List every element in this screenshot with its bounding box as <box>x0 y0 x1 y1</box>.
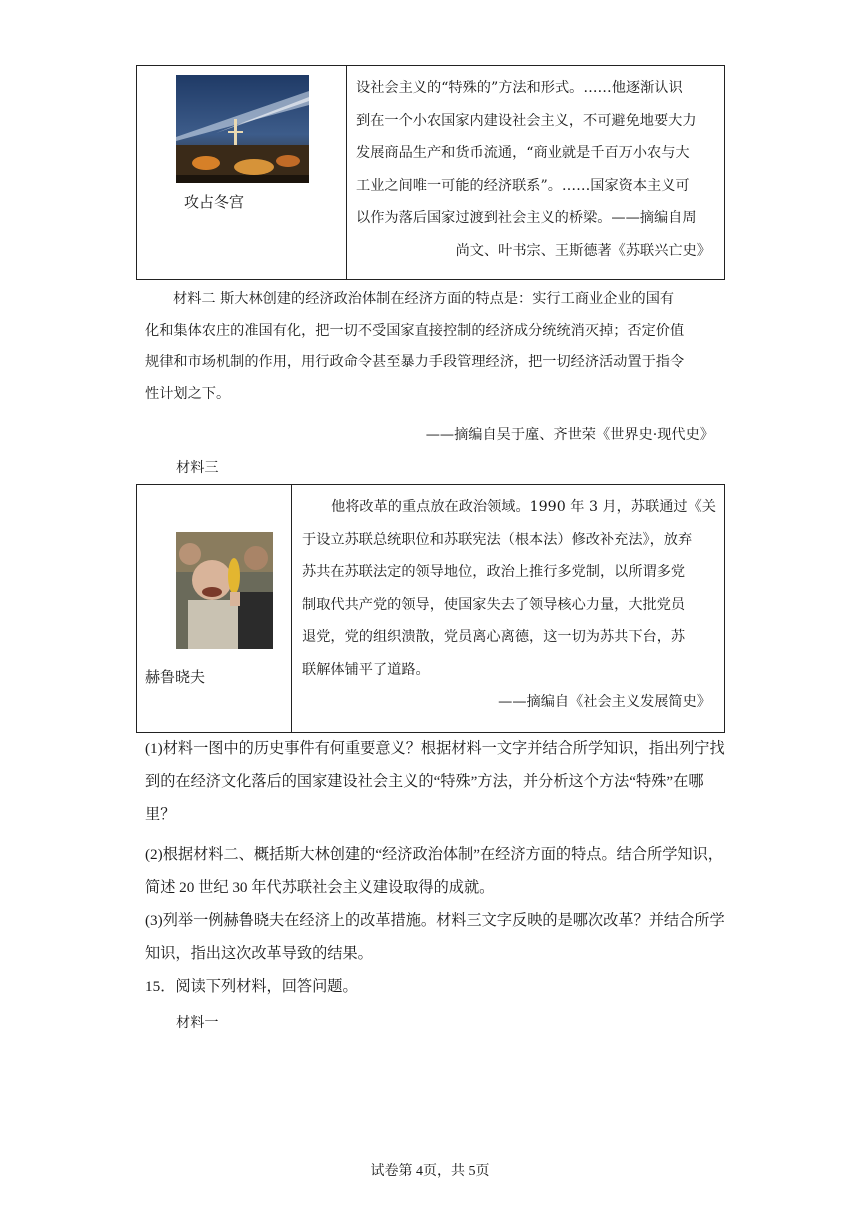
material3-source: ——摘编自《社会主义发展简史》 <box>498 694 711 710</box>
material1-table <box>136 65 725 280</box>
material2-line: 化和集体农庄的准国有化，把一切不受国家直接控制的经济成分统统消灭掉；否定价值 <box>145 322 685 339</box>
material3-image-caption: 赫鲁晓夫 <box>145 670 206 686</box>
question-2-line: (2)根据材料二、概括斯大林创建的“经济政治体制”在经济方面的特点。结合所学知识， <box>145 846 723 863</box>
material1-line: 以作为落后国家过渡到社会主义的桥梁。——摘编自周 <box>356 210 697 226</box>
question-2 <box>145 838 730 904</box>
material1-line: 到在一个小农国家内建设社会主义，不可避免地要大力 <box>356 112 697 129</box>
material2-line: 规律和市场机制的作用，用行政命令甚至暴力手段管理经济，把一切经济活动置于指令 <box>145 354 685 370</box>
material2-paragraph <box>145 284 725 410</box>
material1-source-line: 尚文、叶书宗、王斯德著《苏联兴亡史》 <box>455 242 711 259</box>
material2-line: 性计划之下。 <box>145 385 231 402</box>
material3-line: 于设立苏联总统职位和苏联宪法（根本法）修改补充法》，放弃 <box>302 531 693 548</box>
material3-line: 他将改革的重点放在政治领域。1990 年 3 月，苏联通过《关 <box>331 499 716 515</box>
question-15-material1-label: 材料一 <box>176 1015 219 1031</box>
question-3-line: (3)列举一例赫鲁晓夫在经济上的改革措施。材料三文字反映的是哪次改革？并结合所学 <box>145 912 725 929</box>
question-1-line: (1)材料一图中的历史事件有何重要意义？根据材料一文字并结合所学知识，指出列宁找 <box>145 740 725 757</box>
material3-image-cell <box>137 485 292 732</box>
question-1-line: 到的在经济文化落后的国家建设社会主义的“特殊”方法，并分析这个方法“特殊”在哪 <box>145 773 704 790</box>
question-3 <box>145 904 730 970</box>
material3-line: 联解体铺平了道路。 <box>302 661 430 678</box>
material3-line: 制取代共产党的领导，使国家失去了领导核心力量，大批党员 <box>302 596 686 613</box>
storming-winter-palace-image <box>176 75 309 183</box>
material3-line: 苏共在苏联法定的领导地位，政治上推行多党制，以所谓多党 <box>302 564 686 580</box>
material1-text-cell <box>347 66 723 279</box>
material1-image-cell <box>137 66 347 279</box>
question-2-line: 简述 20 世纪 30 年代苏联社会主义建设取得的成就。 <box>145 879 495 896</box>
material1-line: 设社会主义的“特殊的”方法和形式。……他逐渐认识 <box>356 80 683 96</box>
material2-line: 材料二 斯大林创建的经济政治体制在经济方面的特点是：实行工商业企业的国有 <box>173 291 675 307</box>
material3-text-cell <box>292 485 723 732</box>
question-3-line: 知识，指出这次改革导致的结果。 <box>145 945 373 962</box>
material3-line: 退党，党的组织溃散，党员离心离德，这一切为苏共下台，苏 <box>302 629 686 645</box>
question-1 <box>145 732 730 831</box>
material3-label: 材料三 <box>176 460 219 476</box>
material2-source: ——摘编自吴于廑、齐世荣《世界史·现代史》 <box>425 427 714 443</box>
question-15: 15．阅读下列材料，回答问题。 <box>145 978 358 995</box>
page-footer: 试卷第 4页，共 5页 <box>370 1164 490 1179</box>
question-1-line: 里？ <box>145 806 176 823</box>
material3-table <box>136 484 725 733</box>
material1-line: 发展商品生产和货币流通，“商业就是千百万小农与大 <box>356 145 690 161</box>
material1-line: 工业之间唯一可能的经济联系”。……国家资本主义可 <box>356 177 690 194</box>
khrushchev-photo <box>176 532 273 649</box>
material1-image-caption: 攻占冬宫 <box>184 195 245 211</box>
